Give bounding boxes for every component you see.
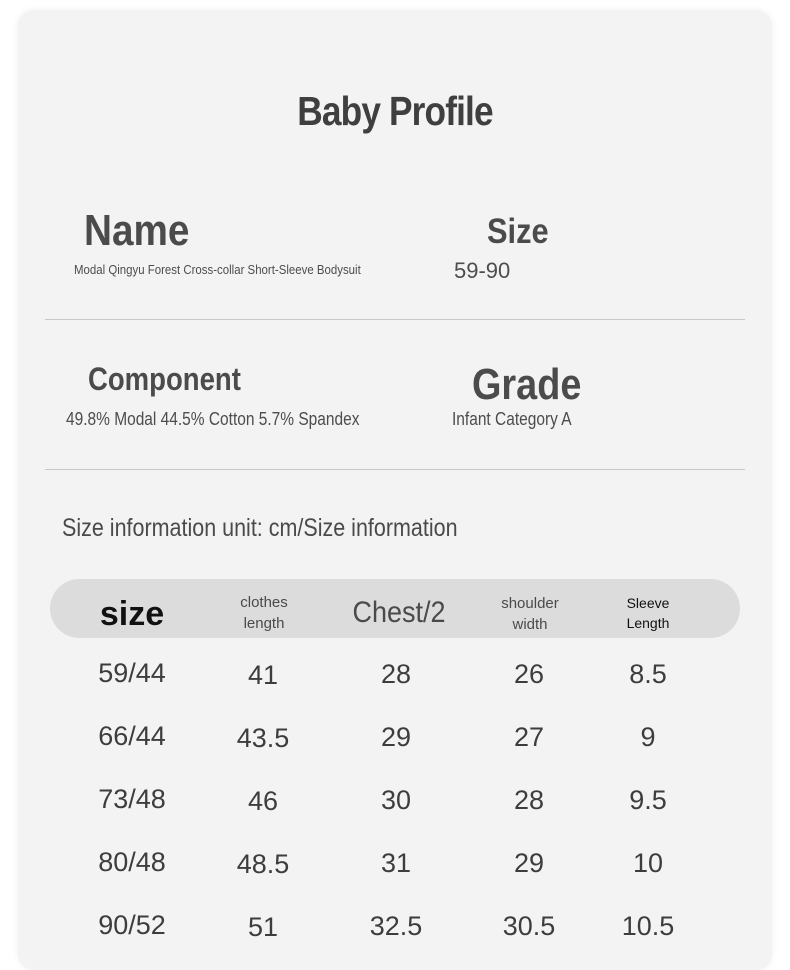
grade-label: Grade (472, 360, 582, 409)
cell-size: 90/52 (98, 910, 166, 940)
cell-clothes-length: 48.5 (236, 849, 290, 879)
cell-clothes-length: 46 (247, 786, 279, 816)
cell-size: 59/44 (98, 658, 166, 688)
size-info-heading: Size information unit: cm/Size information (62, 514, 458, 542)
cell-chest: 28 (380, 659, 412, 689)
divider (45, 319, 745, 320)
cell-shoulder-width: 28 (513, 785, 545, 815)
header-size: size (99, 595, 165, 633)
cell-shoulder-width: 30.5 (502, 911, 556, 941)
cell-shoulder-width: 26 (513, 659, 545, 689)
component-value: 49.8% Modal 44.5% Cotton 5.7% Spandex (66, 409, 360, 429)
cell-sleeve-length: 10.5 (621, 911, 675, 941)
cell-chest: 32.5 (369, 911, 423, 941)
cell-sleeve-length: 9 (640, 722, 656, 752)
component-label: Component (88, 361, 241, 397)
cell-shoulder-width: 29 (513, 848, 545, 878)
cell-size: 73/48 (98, 784, 166, 814)
header-chest: Chest/2 (352, 596, 446, 629)
cell-chest: 29 (380, 722, 412, 752)
size-value: 59-90 (454, 258, 511, 283)
cell-clothes-length: 41 (247, 660, 279, 690)
cell-size: 80/48 (98, 847, 166, 877)
cell-shoulder-width: 27 (513, 722, 545, 752)
profile-card (18, 10, 772, 970)
header-clothes-length: clothes length (240, 594, 288, 632)
header-shoulder-width: shoulder width (501, 595, 559, 633)
divider (45, 469, 745, 470)
cell-size: 66/44 (98, 721, 166, 751)
grade-value: Infant Category A (452, 409, 572, 429)
cell-chest: 31 (380, 848, 412, 878)
cell-sleeve-length: 10 (632, 848, 664, 878)
name-label: Name (84, 206, 190, 255)
size-label: Size (487, 212, 549, 251)
name-value: Modal Qingyu Forest Cross-collar Short-Sleeve Bodysuit (74, 262, 361, 277)
cell-clothes-length: 43.5 (236, 723, 290, 753)
cell-sleeve-length: 9.5 (629, 785, 667, 815)
cell-clothes-length: 51 (247, 912, 279, 942)
page-title: Baby Profile (297, 88, 493, 134)
cell-sleeve-length: 8.5 (629, 659, 667, 689)
cell-chest: 30 (380, 785, 412, 815)
header-sleeve-length: Sleeve Length (626, 595, 670, 631)
